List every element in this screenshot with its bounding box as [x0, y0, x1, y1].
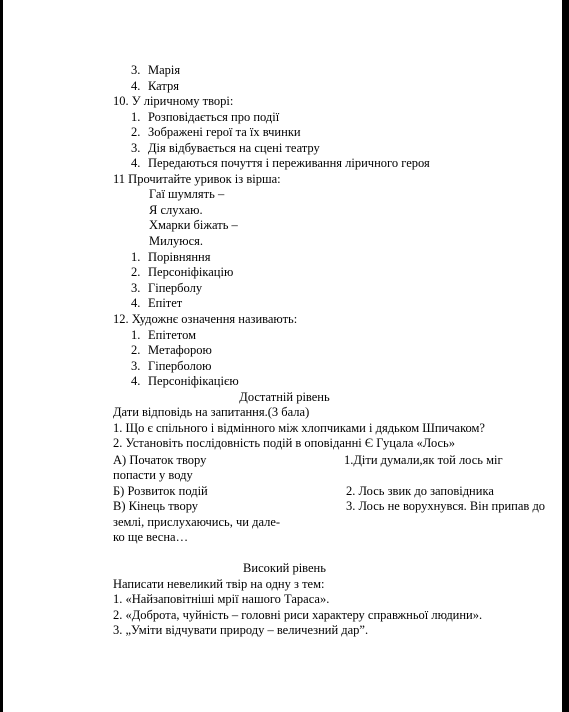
list-item: 3. Дія відбувається на сцені театру: [131, 141, 320, 155]
question-10: 10. У ліричному творі:: [113, 94, 234, 108]
match-left-item: Б) Розвиток подій: [113, 484, 208, 498]
poem-line: Я слухаю.: [149, 203, 203, 217]
section-intro: Написати невеликий твір на одну з тем:: [113, 577, 325, 591]
task-text: 2. Установіть послідовність подій в оповіданні Є Гуцала «Лось»: [113, 436, 455, 450]
match-left-item: А) Початок твору: [113, 453, 207, 467]
match-left-item: попасти у воду: [113, 468, 193, 482]
poem-line: Хмарки біжать –: [149, 218, 238, 232]
poem-line: Милуюся.: [149, 234, 204, 248]
list-item: 4. Передаються почуття і переживання ліричного героя: [131, 156, 430, 170]
list-item: 1. Порівняння: [131, 250, 211, 264]
match-left-item: землі, прислухаючись, чи дале-: [113, 515, 281, 529]
list-item: 2. Зображені герої та їх вчинки: [131, 125, 301, 139]
list-item: 2. Персоніфікацію: [131, 265, 234, 279]
match-right-item: 3. Лось не ворухнувся. Він припав до: [346, 499, 546, 513]
question-11: 11 Прочитайте уривок із вірша:: [113, 172, 281, 186]
list-item: 3. Гіперболу: [131, 281, 203, 295]
section-heading-sufficient: Достатній рівень: [239, 390, 330, 404]
list-item: 3. Марія: [131, 63, 181, 77]
scan-edge-left: [0, 0, 3, 712]
scan-edge-right: [562, 0, 569, 712]
match-left-item: В) Кінець твору: [113, 499, 199, 513]
essay-topic: 2. «Доброта, чуйність – головні риси характеру справжньої людини».: [113, 608, 483, 622]
list-item: 4. Катря: [131, 79, 180, 93]
match-right-item: 1.Діти думали,як той лось міг: [344, 453, 503, 467]
match-right-item: 2. Лось звик до заповідника: [346, 484, 494, 498]
section-heading-high: Високий рівень: [243, 561, 326, 575]
task-text: 1. Що є спільного і відмінного між хлопчиками і дядьком Шпичаком?: [113, 421, 485, 435]
list-item: 2. Метафорою: [131, 343, 212, 357]
question-12: 12. Художнє означення називають:: [113, 312, 298, 326]
section-intro: Дати відповідь на запитання.(3 бала): [113, 405, 310, 419]
essay-topic: 1. «Найзаповітніші мрії нашого Тараса».: [113, 592, 330, 606]
match-left-item: ко ще весна…: [113, 530, 189, 544]
list-item: 4. Епітет: [131, 296, 183, 310]
list-item: 1. Епітетом: [131, 328, 197, 342]
list-item: 3. Гіперболою: [131, 359, 212, 373]
list-item: 1. Розповідається про події: [131, 110, 280, 124]
essay-topic: 3. „Уміти відчувати природу – величезний дар”.: [113, 623, 369, 637]
poem-line: Гаї шумлять –: [149, 187, 225, 201]
list-item: 4. Персоніфікацією: [131, 374, 239, 388]
